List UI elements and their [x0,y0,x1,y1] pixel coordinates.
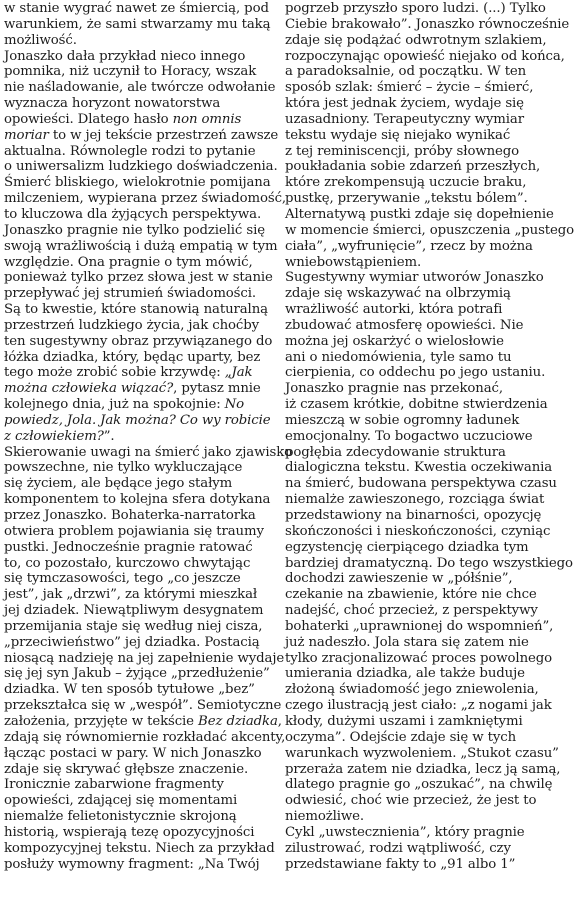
text-line: pustki. Jednocześnie pragnie ratować [4,539,253,555]
text-line: Ciebie brakowało”. Jonaszko równocześnie [285,16,570,32]
text-line: to, co pozostało, kurczowo chwytając [4,555,251,571]
text-line: które zrekompensują uczucie braku, [285,175,527,191]
text-line: w stanie wygrać nawet ze śmiercią, pod [4,1,269,16]
text-line: o uniwersalizm ludzkiego doświadczenia. [4,159,278,175]
text-line: można człowieka wiązać?, pytasz mnie [4,381,261,397]
text-line: milczeniem, wypierana przez świadomość, [4,191,287,207]
text-line: niemalże felietonistycznie skrojoną [4,809,237,825]
text-line: a paradoksalnie, od początku. W ten [285,64,527,80]
text-line: wrażliwość autorki, która potrafi [285,302,503,318]
text-line: czego ilustracją jest ciało: „z nogami jak [285,698,552,714]
text-line: wyznacza horyzont nowatorstwa [4,96,221,112]
text-line: nie naśladowanie, ale twórcze odwołanie [4,80,276,96]
text-line: się życiem, ale będące jego stałym [4,476,233,492]
text-line: umierania dziadka, ale także buduje [285,666,525,682]
text-line: warunkach wyzwoleniem. „Stukot czasu” [285,745,559,761]
text-line: Ironicznie zabarwione fragmenty [4,777,224,793]
text-line: otwiera problem pojawiania się traumy [4,523,264,539]
text-line: w momencie śmierci, opuszczenia „pustego [285,222,574,238]
text-line: zdaje się podążać odwrotnym szlakiem, [285,32,547,48]
text-line: zilustrować, rodzi wątpliwość, czy [285,840,511,856]
text-line: komponentem to kolejna sfera dotykana [4,492,271,508]
text-line: względzie. Ona pragnie o tym mówić, [4,254,253,270]
text-line: tylko zracjonalizować proces powolnego [285,650,553,666]
text-line: uzasadniony. Terapeutyczny wymiar [285,111,524,127]
text-line: Są to kwestie, które stanowią naturalną [4,302,268,318]
text-line: Jonaszko pragnie nie tylko podzielić się [4,222,265,238]
text-line: zbudować atmosferę opowieści. Nie [285,317,524,333]
text-line: jest”, jak „drzwi”, za którymi mieszkał [4,587,258,603]
text-line: która jest jednak życiem, wydaje się [285,96,524,112]
text-line: przedstawiane fakty to „91 albo 1” [285,856,516,872]
text-line: przepływać jej strumień świadomości. [4,286,256,302]
text-line: zdaje się skrywać głębsze znaczenie. [4,761,249,777]
text-line: sposób szlak: śmierć – życie – śmierć, [285,80,534,96]
text-line: łóżka dziadka, który, będąc uparty, bez [4,349,261,365]
text-line: niosącą nadzieję na jej zapełnienie wydaje [4,650,285,666]
text-line: ponieważ tylko przez słowa jest w stanie [4,270,273,286]
text-line: zdają się równomiernie rozkładać akcenty, [4,729,286,745]
text-line: tego może zrobić sobie krzywdę: „Jak [4,365,253,381]
text-line: „przeciwieństwo” jej dziadka. Postacią [4,634,260,650]
text-line: opowieści, zdającej się momentami [4,793,238,809]
text-line: się tymczasowości, tego „co jeszcze [4,571,241,587]
text-line: kłody, dużymi uszami i zamkniętymi [285,713,523,729]
text-line: bohaterki „uprawnionej do wspomnień”, [285,618,554,634]
text-column-right [285,1,574,872]
text-line: dlatego pragnie go „oszukać”, na chwilę [285,777,553,793]
text-line: egzystencję cierpiącego dziadka tym [285,539,529,555]
text-line: Jonaszko dała przykład nieco innego [4,48,246,64]
text-line: rozpoczynając opowieść niejako od końca, [285,48,565,64]
text-line: przedstawiony na binarności, opozycję [285,508,542,523]
text-line: ani o niedomówienia, tyle samo tu [285,349,512,365]
text-line: aktualna. Równolegle rodzi to pytanie [4,143,256,159]
text-line: skończoności i nieskończoności, czyniąc [285,523,551,539]
text-line: dziadka. W ten sposób tytułowe „bez” [4,682,255,698]
text-line: emocjonalny. To bogactwo uczuciowe [285,428,533,444]
text-line: Cykl „uwstecznienia”, który pragnie [285,824,525,840]
text-line: tekstu wydaje się niejako wynikać [285,127,511,143]
text-line: niemożliwe. [285,809,364,825]
text-line: swoją wrażliwością i dużą empatią w tym [4,238,278,254]
text-line: już nadeszło. Jola stara się zatem nie [285,634,529,650]
text-line: z tej reminiscencji, próby słownego [285,143,520,159]
text-line: niemalże zawieszonego, rozciąga świat [285,492,545,508]
text-line: przez Jonaszko. Bohaterka-narratorka [4,508,256,523]
text-line: Śmierć bliskiego, wielokrotnie pomijana [4,175,271,191]
text-line: kolejnego dnia, już na spokojnie: No [4,397,245,413]
text-line: się jej syn Jakub – żyjące „przedłużenie” [4,666,270,682]
text-line: pustkę, przerywanie „tekstu bólem”. [285,191,528,207]
text-line: z człowiekiem?”. [4,428,115,444]
text-line: nadejść, choć przecież, z perspektywy [285,603,538,619]
text-line: na śmierć, budowana perspektywa czasu [285,476,557,492]
text-line: czekanie na zbawienie, które nie chce [285,587,537,603]
text-line: przeraża zatem nie dziadka, lecz ją samą, [285,761,561,777]
text-line: dialogiczna tekstu. Kwestia oczekiwania [285,460,553,476]
text-line: oczyma”. Odejście zdaje się w tych [285,729,517,745]
text-line: powiedz, Jola. Jak można? Co wy robicie [4,412,271,428]
text-line: pogłębia zdecydowanie struktura [285,444,506,460]
text-line: przekształca się w „wespół”. Semiotyczne [4,698,282,714]
text-line: cierpienia, co oddechu po jego ustaniu. [285,365,546,381]
text-line: odwiesić, choć wie przecież, że jest to [285,793,537,809]
text-line: możliwość. [4,32,77,48]
text-line: Alternatywą pustki zdaje się dopełnienie [285,206,554,222]
text-line: przemijania staje się według niej cisza, [4,618,263,634]
text-line: powszechne, nie tylko wykluczające [4,460,243,476]
text-line: ten sugestywny obraz przywiązanego do [4,333,273,349]
text-line: Skierowanie uwagi na śmierć jako zjawisko [4,444,293,460]
text-line: przestrzeń ludzkiego życia, jak choćby [4,317,260,333]
text-line: Sugestywny wymiar utworów Jonaszko [285,270,544,286]
text-column-left [4,1,293,872]
text-line: moriar to w jej tekście przestrzeń zawsze [4,127,279,143]
text-line: wniebowstąpieniem. [285,254,422,270]
text-line: poukładania sobie zdarzeń przeszłych, [285,159,541,175]
text-line: kompozycyjnej tekstu. Niech za przykład [4,840,275,856]
text-line: jej dziadek. Niewątpliwym desygnatem [4,603,264,619]
text-line: historią, wspierają tezę opozycyjności [4,824,255,840]
text-line: mieszczą w sobie ogromny ładunek [285,412,520,428]
text-line: opowieści. Dlatego hasło non omnis [4,111,242,127]
text-line: warunkiem, że sami stwarzamy mu taką [4,16,271,32]
text-line: Jonaszko pragnie nas przekonać, [285,381,503,397]
text-line: posłuży wymowny fragment: „Na Twój [4,856,260,872]
text-line: iż czasem krótkie, dobitne stwierdzenia [285,397,548,413]
text-line: pomnika, niż uczynił to Horacy, wszak [4,64,257,80]
text-line: można jej oskarżyć o wielosłowie [285,333,504,349]
text-line: bardziej dramatyczną. Do tego wszystkiego [285,555,573,571]
text-line: zdaje się wskazywać na olbrzymią [285,286,511,302]
text-line: łącząc postaci w pary. W nich Jonaszko [4,745,262,761]
text-line: ciała”, „wyfrunięcie”, rzecz by można [285,238,533,254]
text-line: dochodzi zawieszenie w „półśnie”, [285,571,513,587]
text-line: to kluczowa dla żyjących perspektywa. [4,206,262,222]
text-line: założenia, przyjęte w tekście Bez dziadka, [4,713,282,729]
text-line: pogrzeb przyszło sporo ludzi. (...) Tylko [285,1,546,16]
text-line: złożoną świadomość jego zniewolenia, [285,682,539,698]
